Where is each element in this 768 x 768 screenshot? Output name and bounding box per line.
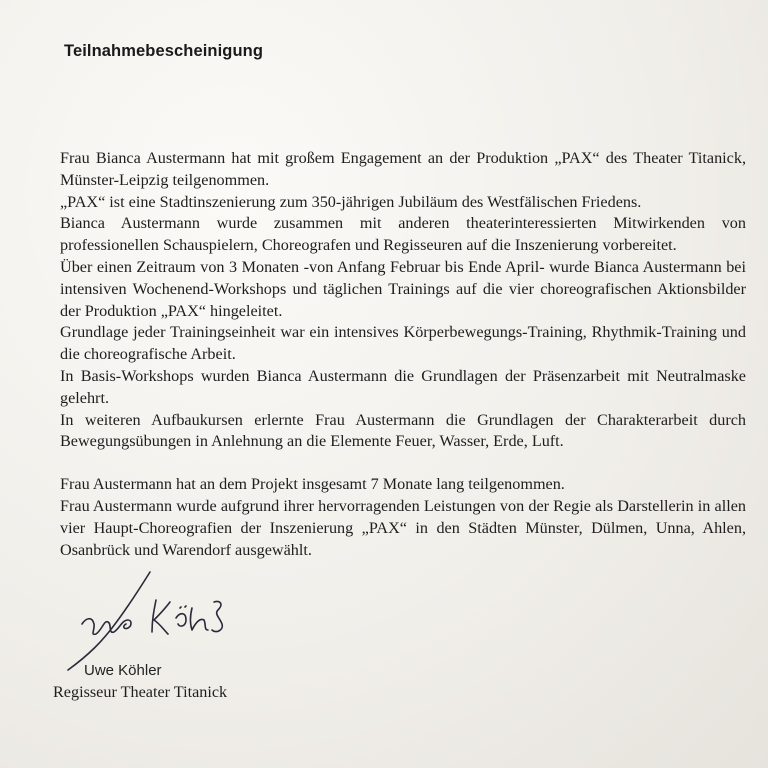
paragraph-advanced-courses: In weiteren Aufbaukursen erlernte Frau Austermann die Grundlagen der Charakterarbeit durch Bewegungsübungen in Anlehnung an die Elemente Feuer, Wasser, Erde, Luft. (60, 410, 746, 451)
document-title: Teilnahmebescheinigung (64, 42, 264, 60)
handwritten-signature (52, 566, 242, 676)
paragraph-pax-description: „PAX“ ist eine Stadtinszenierung zum 350-jährigen Jubiläum des Westfälischen Friedens. (60, 192, 642, 211)
signer-name: Uwe Köhler (84, 662, 162, 679)
document-body (60, 148, 746, 561)
paragraph-training-period: Über einen Zeitraum von 3 Monaten -von Anfang Februar bis Ende April- wurde Bianca Austermann bei intensiven Wochenend-Workshops und täglichen Trainings auf die vier choreografischen Aktionsbilder der Produktion „PAX“ hingeleitet. (60, 257, 746, 320)
paragraph-basis-workshops: In Basis-Workshops wurden Bianca Austermann die Grundlagen der Präsenzarbeit mit Neutralmaske gelehrt. (60, 366, 746, 407)
paragraph-selection: Frau Austermann wurde aufgrund ihrer hervorragenden Leistungen von der Regie als Darstellerin in allen vier Haupt-Choreografien der Inszenierung „PAX“ in den Städten Münster, Dülmen, Unna, Ahlen, Osanbrück und Warendorf ausgewählt. (60, 496, 746, 559)
paragraph-project-duration: Frau Austermann hat an dem Projekt insgesamt 7 Monate lang teilgenommen. (60, 475, 565, 494)
paragraph-training-basis: Grundlage jeder Trainingseinheit war ein intensives Körperbewegungs-Training, Rhythmik-Training und die choreografische Arbeit. (60, 323, 746, 364)
paragraph-participation: Frau Bianca Austermann hat mit großem Engagement an der Produktion „PAX“ des Theater Titanick, Münster-Leipzig teilgenommen. (60, 149, 746, 189)
signer-role: Regisseur Theater Titanick (53, 683, 228, 701)
paragraph-preparation: Bianca Austermann wurde zusammen mit anderen theaterinteressierten Mitwirkenden von professionellen Schauspielern, Choreografen und Regisseuren auf die Inszenierung vorbereitet. (60, 214, 746, 255)
